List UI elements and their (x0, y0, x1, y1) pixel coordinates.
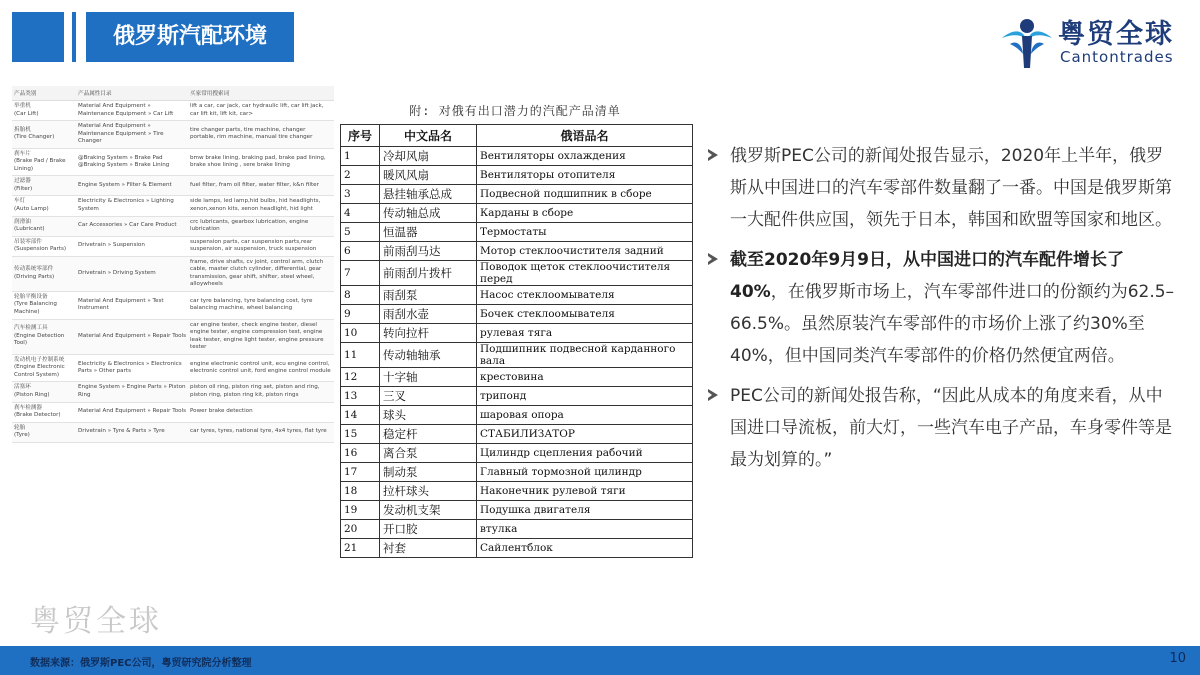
table-cell: Вентиляторы охлаждения (477, 147, 693, 166)
table-cell: Вентиляторы отопителя (477, 166, 693, 185)
table-cell: car tyre balancing, tyre balancing cost, tyre balancing machine, wheel balancing (188, 291, 334, 319)
table-row (12, 176, 334, 196)
table-cell: рулевая тяга (477, 324, 693, 343)
table-cell: Главный тормозной цилиндр (477, 463, 693, 482)
table-cell: 12 (341, 368, 380, 387)
table-cell: 三叉 (380, 387, 477, 406)
header-accent-block (12, 12, 64, 62)
table-cell: Car Accessories » Car Care Product (76, 216, 188, 236)
table-cell: втулка (477, 520, 693, 539)
table-cell: bmw brake lining, braking pad, brake pad lining, brake shoe lining , sere brake lining (188, 148, 334, 176)
table-row (12, 256, 334, 291)
table-cell: 16 (341, 444, 380, 463)
logo-mark-icon (996, 10, 1058, 72)
table-cell: Material And Equipment » Maintenance Equipment » Car Lift (76, 101, 188, 121)
table-cell: Подшипник подвесной карданного вала (477, 343, 693, 368)
table-cell: 悬挂轴承总成 (380, 185, 477, 204)
table-row (12, 422, 334, 442)
header-accent-line (72, 12, 76, 62)
table-row (341, 223, 693, 242)
logo-text-cn: 粤贸全球 (1058, 19, 1174, 50)
table-cell: lift a car, car jack, car hydraulic lift, car lift jack, car lift kit, lift kit, car> (188, 101, 334, 121)
table-cell: car tyres, tyres, national tyre, 4x4 tyres, flat tyre (188, 422, 334, 442)
table-cell: Drivetrain » Driving System (76, 256, 188, 291)
table-row (12, 354, 334, 382)
table-cell: крестовина (477, 368, 693, 387)
table-row (12, 196, 334, 216)
table-cell: 十字轴 (380, 368, 477, 387)
table-row (341, 425, 693, 444)
table-cell: 雨刮水壶 (380, 305, 477, 324)
table-cell: Насос стеклоомывателя (477, 286, 693, 305)
table-cell: 球头 (380, 406, 477, 425)
table-cell: Термостаты (477, 223, 693, 242)
column-header: 中文品名 (380, 125, 477, 147)
arrow-bullet-icon (708, 389, 718, 401)
table-cell: 衬套 (380, 539, 477, 558)
arrow-bullet-icon (708, 149, 718, 161)
table-row (341, 501, 693, 520)
table-cell: 汽车检测工具 (Engine Detection Tool) (12, 319, 76, 354)
table-row (341, 204, 693, 223)
table-cell: 恒温器 (380, 223, 477, 242)
table-cell: 刹车检测器 (Brake Detector) (12, 402, 76, 422)
table-row (12, 216, 334, 236)
table-cell: 制动泵 (380, 463, 477, 482)
table-cell: трипонд (477, 387, 693, 406)
page-number: 10 (1169, 651, 1186, 666)
table-row (12, 291, 334, 319)
table-cell: 拆胎机 (Tire Changer) (12, 121, 76, 149)
page-title: 俄罗斯汽配环境 (86, 12, 294, 62)
table-cell: СТАБИЛИЗАТОР (477, 425, 693, 444)
table-cell: Engine System » Engine Parts » Piston Ring (76, 382, 188, 402)
table-cell: fuel filter, fram oil filter, water filter, k&n filter (188, 176, 334, 196)
table-cell: 19 (341, 501, 380, 520)
column-header: 买家常用搜索词 (188, 86, 334, 101)
table-cell: 2 (341, 166, 380, 185)
table-cell: 4 (341, 204, 380, 223)
table-cell: Drivetrain » Suspension (76, 236, 188, 256)
table-row (12, 121, 334, 149)
table-cell: Подушка двигателя (477, 501, 693, 520)
table-cell: 7 (341, 261, 380, 286)
table-cell: 发动机支架 (380, 501, 477, 520)
logo-text-en: Cantontrades (1060, 48, 1174, 66)
table-row (12, 402, 334, 422)
table-cell: Material And Equipment » Repair Tools (76, 319, 188, 354)
table-cell: Electricity & Electronics » Lighting System (76, 196, 188, 216)
table-row (341, 261, 693, 286)
table-row (341, 520, 693, 539)
table-cell: 9 (341, 305, 380, 324)
table-cell: 稳定杆 (380, 425, 477, 444)
table-row (341, 147, 693, 166)
table-cell: 活塞环 (Piston Ring) (12, 382, 76, 402)
data-source: 数据来源：俄罗斯PEC公司，粤贸研究院分析整理 (30, 658, 252, 669)
table-cell: car engine tester, check engine tester, diesel engine tester, engine compression test, engine leak tester, engine light tester, engine pressure tester (188, 319, 334, 354)
table-cell: 开口胶 (380, 520, 477, 539)
table-cell: 轮胎 (Tyre) (12, 422, 76, 442)
table-cell: Material And Equipment » Test Instrument (76, 291, 188, 319)
bullet-point: PEC公司的新闻处报告称，“因此从成本的角度来看，从中国进口导流板，前大灯，一些汽车电子产品，车身零件等是最为划算的。” (706, 380, 1176, 476)
table-cell: 3 (341, 185, 380, 204)
table-row (12, 382, 334, 402)
table-row (12, 319, 334, 354)
table-cell: Наконечник рулевой тяги (477, 482, 693, 501)
column-header: 产品类别 (12, 86, 76, 101)
table-cell: 吊装零部件 (Suspension Parts) (12, 236, 76, 256)
export-list-caption: 附: 对俄有出口潜力的汽配产品清单 (409, 104, 621, 118)
table-cell: 离合泵 (380, 444, 477, 463)
arrow-bullet-icon (708, 253, 718, 265)
table-cell: 润滑油 (Lubricant) (12, 216, 76, 236)
watermark: 粤贸全球 (30, 604, 162, 639)
table-row (12, 236, 334, 256)
table-row (12, 101, 334, 121)
table-cell: Power brake detection (188, 402, 334, 422)
table-cell: Сайлентблок (477, 539, 693, 558)
export-product-table (340, 124, 693, 558)
table-cell: 过滤器 (Filter) (12, 176, 76, 196)
table-row (341, 166, 693, 185)
table-cell: Подвесной подшипник в сборе (477, 185, 693, 204)
table-cell: 15 (341, 425, 380, 444)
table-cell: шаровая опора (477, 406, 693, 425)
table-cell: 17 (341, 463, 380, 482)
table-cell: @Braking System » Brake Pad @Braking System » Brake Lining (76, 148, 188, 176)
table-cell: 传动系统零部件 (Driving Parts) (12, 256, 76, 291)
table-cell: 20 (341, 520, 380, 539)
table-cell: 刹车片 (Brake Pad / Brake Lining) (12, 148, 76, 176)
table-cell: 雨刮泵 (380, 286, 477, 305)
table-row (341, 305, 693, 324)
table-cell: Drivetrain » Tyre & Parts » Tyre (76, 422, 188, 442)
table-cell: side lamps, led lamp,hid bulbs, hid headlights, xenon,xenon kits, xenon headlight, hid light (188, 196, 334, 216)
column-header: 序号 (341, 125, 380, 147)
table-cell: crc lubricants, gearbox lubrication, engine lubrication (188, 216, 334, 236)
table-cell: engine electronic control unit, ecu engine control, electronic control unit, ford engine control module (188, 354, 334, 382)
table-row (12, 148, 334, 176)
column-header: 产品属性目录 (76, 86, 188, 101)
table-row (341, 324, 693, 343)
table-row (341, 387, 693, 406)
table-cell: Поводок щеток стеклоочистителя перед (477, 261, 693, 286)
column-header: 俄语品名 (477, 125, 693, 147)
table-cell: 8 (341, 286, 380, 305)
table-cell: 5 (341, 223, 380, 242)
table-cell: 前雨刮马达 (380, 242, 477, 261)
bullet-point: 截至2020年9月9日，从中国进口的汽车配件增长了40%，在俄罗斯市场上，汽车零部件进口的份额约为62.5–66.5%。虽然原装汽车零部件的市场价上涨了约30%至40%，但中国同类汽车零部件的价格仍然便宜两倍。 (706, 244, 1176, 372)
table-cell: 6 (341, 242, 380, 261)
table-cell: 轮胎平衡设备 (Tyre Balancing Machine) (12, 291, 76, 319)
table-cell: 暖风风扇 (380, 166, 477, 185)
table-cell: 车灯 (Auto Lamp) (12, 196, 76, 216)
table-cell: Engine System » Filter & Element (76, 176, 188, 196)
table-row (341, 185, 693, 204)
bullet-point: 俄罗斯PEC公司的新闻处报告显示，2020年上半年，俄罗斯从中国进口的汽车零部件数量翻了一番。中国是俄罗斯第一大配件供应国，领先于日本，韩国和欧盟等国家和地区。 (706, 140, 1176, 236)
table-cell: Electricity & Electronics » Electronics Parts » Other parts (76, 354, 188, 382)
table-row (341, 286, 693, 305)
table-cell: 10 (341, 324, 380, 343)
table-row (341, 482, 693, 501)
table-row (341, 343, 693, 368)
table-cell: 13 (341, 387, 380, 406)
key-points (706, 140, 1176, 484)
table-cell: Бочек стеклоомывателя (477, 305, 693, 324)
table-cell: tire changer parts, tire machine, changer portable, rim machine, manual tire changer (188, 121, 334, 149)
table-cell: piston oil ring, piston ring set, piston and ring, piston ring, piston ring kit, piston rings (188, 382, 334, 402)
table-row (341, 463, 693, 482)
table-cell: Мотор стеклоочистителя задний (477, 242, 693, 261)
table-cell: 14 (341, 406, 380, 425)
table-cell: 前雨刮片拨杆 (380, 261, 477, 286)
table-cell: Material And Equipment » Repair Tools (76, 402, 188, 422)
table-row (341, 406, 693, 425)
table-cell: 发动机电子控制系统 (Engine Electronic Control System) (12, 354, 76, 382)
table-cell: 拉杆球头 (380, 482, 477, 501)
table-cell: Цилиндр сцепления рабочий (477, 444, 693, 463)
table-row (341, 242, 693, 261)
table-cell: 18 (341, 482, 380, 501)
table-cell: 举重机 (Car Lift) (12, 101, 76, 121)
table-cell: Material And Equipment » Maintenance Equipment » Tire Changer (76, 121, 188, 149)
brand-logo (996, 10, 1186, 72)
table-cell: 21 (341, 539, 380, 558)
table-cell: Карданы в сборе (477, 204, 693, 223)
table-cell: 11 (341, 343, 380, 368)
table-cell: 冷却风扇 (380, 147, 477, 166)
table-cell: frame, drive shafts, cv joint, control arm, clutch cable, master clutch cylinder, differential, gear transmission, gear shift, shifter, steel wheel, alloywheels (188, 256, 334, 291)
table-cell: 传动轴轴承 (380, 343, 477, 368)
footer-bar (0, 646, 1200, 675)
table-row (341, 444, 693, 463)
table-row (341, 368, 693, 387)
table-row (341, 539, 693, 558)
table-cell: 1 (341, 147, 380, 166)
table-cell: 转向拉杆 (380, 324, 477, 343)
table-cell: 传动轴总成 (380, 204, 477, 223)
table-cell: suspension parts, car suspension parts,rear suspension, air suspension, truck suspension (188, 236, 334, 256)
product-keyword-table (12, 86, 334, 443)
